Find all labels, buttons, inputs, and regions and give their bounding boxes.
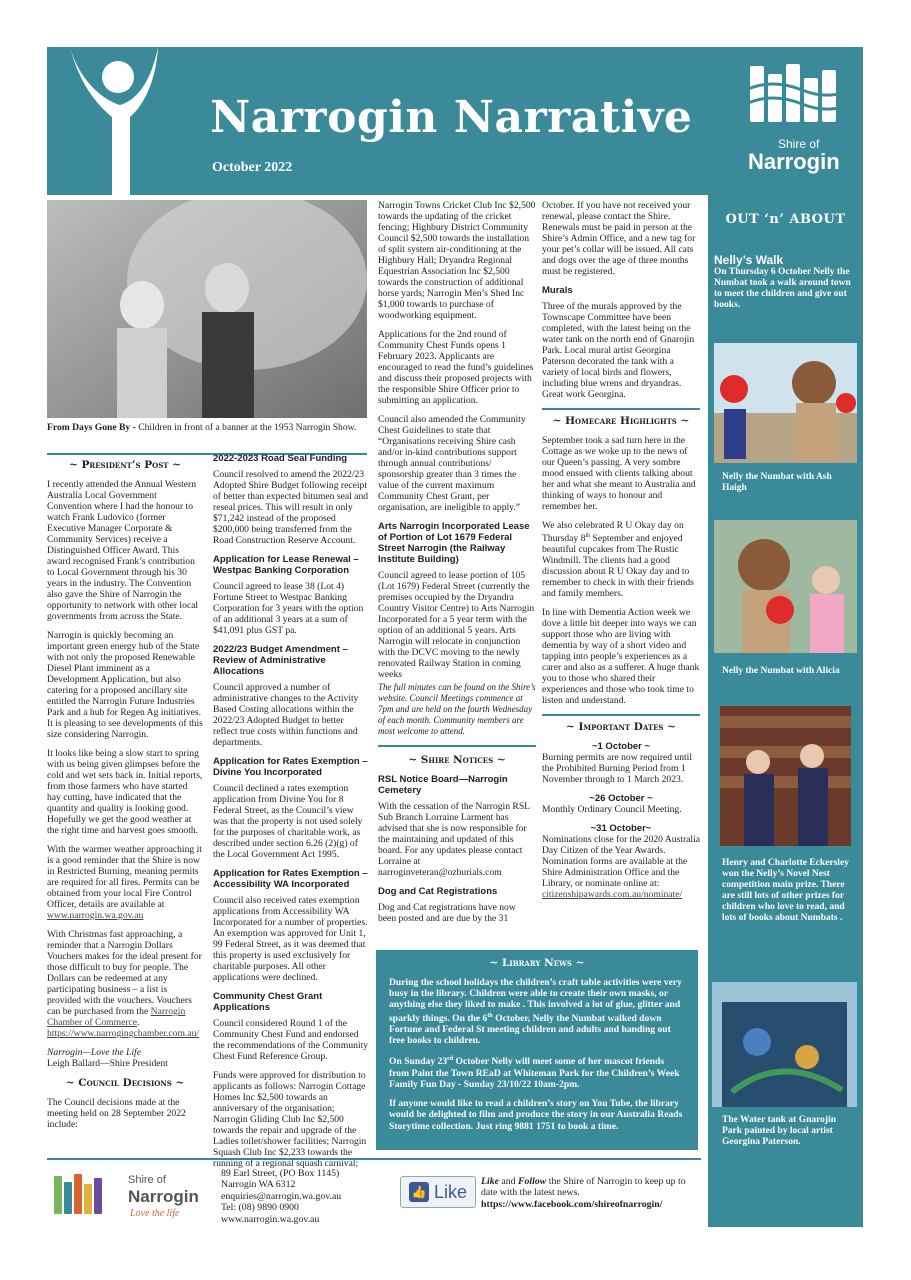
signoff-motto: Narrogin—Love the Life (47, 1047, 141, 1058)
thumbs-up-icon: 👍 (409, 1182, 429, 1202)
paragraph: Council agreed to lease portion of 105 (Lot 1679) Federal Street (currently the premises occupied by the Dryandra Country Visitor Centre) to Arts Narrogin Incorporated for a 5 year term with the option of an additional 5 years. Arts Narrogin will relocate in conjunction with the DCVC moving to the newly renovated Railway Station in coming weeks (378, 570, 535, 680)
caption-lead: From Days Gone By - (47, 422, 136, 433)
column-community-chest (378, 200, 536, 932)
council-decisions-heading: ~ Council Decisions ~ (65, 1077, 185, 1089)
paragraph: Three of the murals approved by the Townscape Committee have been completed, with the latest being on the water tank on the north end of Gnarojin Park. Local mural artist Georgina Paterson decorated the tank with a variety of local birds and flowers, including blue wrens and dryandras. Great work Georgina. (542, 301, 695, 400)
facebook-link[interactable]: https://www.facebook.com/shireofnarrogin/ (481, 1198, 663, 1210)
paragraph: With the cessation of the Narrogin RSL Sub Branch Lorraine Larment has advised that she is now responsible for the maintaining and updated of this board. For any updates please contact Lorraine at narroginveteran@ozburials.com (378, 801, 530, 878)
date-text: Burning permits are now required until the Prohibited Burning Period from 1 November through to 1 March 2023. (542, 752, 693, 786)
paragraph: With Christmas fast approaching, a reminder that a Narrogin Dollars Vouchers makes for the ideal present for those difficult to buy for people. The Dollars can be redeemed at any participating business – a list is provided with the vouchers. Vouchers can be purchased from the Narrogin Chamber of Commerce. https://www.narrogingchamber.com.au/ (47, 929, 202, 1039)
paragraph (47, 844, 203, 921)
divider (542, 408, 700, 410)
footer-address (221, 1168, 341, 1225)
paragraph: Applications for the 2nd round of Community Chest Funds opens 1 February 2023. Applicants are encouraged to read the fund’s guidelines and discuss their proposed projects with the responsible Shire Officer prior to submitting an application. (378, 329, 534, 406)
newsletter-title: Narrogin Narrative (210, 92, 693, 143)
paragraph-text: On Sunday 23 (389, 1056, 448, 1068)
sidebar-title: OUT ‘n’ ABOUT (725, 212, 846, 227)
facebook-like-button[interactable] (400, 1176, 476, 1208)
column-council-decisions (213, 453, 369, 1177)
paragraph: Narrogin is quickly becoming an important green energy hub of the State with not only the proposed Renewable Diesel Plant imminent as a Development Application, but also catering for a proposed ancillary site entitled the Narrogin Future Industries Park and a hub for Regen Ag initiatives. It is pleasing to see developments of this size considering Narrogin. (47, 630, 203, 740)
superscript: th (585, 533, 591, 539)
logo-shire-name: Narrogin (748, 149, 840, 174)
citizenship-awards-link[interactable]: citizenshipawards.com.au/nominate/ (542, 889, 683, 901)
photo-caption: Henry and Charlotte Eckersley won the Nelly’s Novel Nest competition main prize. There are still lots of other prizes for children who love to read, and lots of books about Numbats . (722, 858, 849, 923)
figure-logo-icon (60, 47, 160, 195)
subheading: RSL Notice Board—Narrogin Cemetery (378, 774, 508, 796)
paragraph: September took a sad turn here in the Cottage as we woke up to the news of our Queen’s passing. A very sombre mood ensued with clients talking about her and what she meant to Australia and thinking of ways to honour and remember her. (542, 435, 696, 512)
photo-nelly-alicia (714, 520, 857, 653)
social-text: the Shire of Narrogin to keep up to date with the latest news. (481, 1176, 686, 1199)
chamber-url-link[interactable]: https://www.narrogingchamber.com.au/ (47, 1028, 200, 1039)
subheading: Community Chest Grant Applications (213, 991, 323, 1013)
paragraph-text: Nominations close for the 2020 Australia Day Citizen of the Year Awards. Nomination forms are available at the Shire Administration Office and the Library, or nominate online at: (542, 834, 701, 890)
like-label: Like (433, 1181, 468, 1202)
paragraph: Dog and Cat registrations have now been posted and are due by the 31 (378, 902, 516, 924)
date-heading: ~26 October ~ (589, 793, 653, 805)
paragraph-text: With the warmer weather approaching it is a good reminder that the Shire is now in Restricted Burning, meaning permits are required for all fires. Permits can be obtained from your local Fire Control Officer, details are available at (47, 844, 202, 910)
paragraph: The Council decisions made at the meeting held on 28 September 2022 include: (47, 1097, 186, 1130)
paragraph-text: With Christmas fast approaching, a reminder that a Narrogin Dollars Vouchers makes for the ideal present for those difficult to buy for people. The Dollars can be redeemed at any participating business – a list is provided with the vouchers. Vouchers can be purchased from the (47, 929, 202, 1017)
paragraph: If anyone would like to read a children’s story on You Tube, the library would be delighted to film and produce the story in our Australia Reads Storytime collection. Just ring 9881 1751 to book a time. (389, 1098, 683, 1132)
paragraph: Council also amended the Community Chest Guidelines to state that “Organisations receiving Shire cash and/or in-kind contributions support through annual contributions/ sponsorship greater than 3 times the value of the current maximum Community Chest Grant, per organisation, are ineligible to apply.” (378, 414, 526, 513)
paragraph: Council agreed to lease 38 (Lot 4) Fortune Street to Westpac Banking Corporation for 3 years with the option of an additional 3 years at a sum of $41,091 plus GST pa. (213, 581, 364, 636)
logo-shire-of: Shire of (778, 137, 820, 151)
social-and: and (498, 1176, 518, 1187)
subheading: 2022/23 Budget Amendment – Review of Administrative Allocations (213, 644, 348, 677)
paragraph (389, 1054, 685, 1090)
subheading: Application for Rates Exemption – Divine You Incorporated (213, 756, 368, 778)
nelly-walk-text: On Thursday 6 October Nelly the Numbat took a walk around town to meet the children and give out books. (714, 267, 851, 310)
footer-logo-name: Narrogin (128, 1187, 199, 1206)
superscript: rd (447, 1056, 454, 1063)
website-link[interactable]: www.narrogin.wa.gov.au (221, 1213, 320, 1225)
paragraph-text: During the school holidays the children’s craft table activities were very busy in the library. Children were able to create their own masks, or anything else they liked to make . This involved a lot of glue, glitter and sparkly things. On the 6 (389, 977, 682, 1024)
footer-logo-shire-of: Shire of (128, 1174, 166, 1186)
paragraph: Council considered Round 1 of the Community Chest Fund and endorsed the recommendations of the Community Chest Fund Reference Group. (213, 1018, 369, 1062)
date-heading: ~31 October~ (590, 823, 652, 835)
photo-caption: The Water tank at Gnarojin Park painted by local artist Georgina Paterson. (722, 1115, 837, 1147)
address-line: 89 Earl Street, (PO Box 1145) (221, 1168, 340, 1179)
date-heading: ~1 October ~ (591, 741, 651, 753)
important-dates-heading: ~ Important Dates ~ (566, 721, 676, 734)
nelly-walk-title: Nelly’s Walk (714, 253, 784, 267)
social-like: Like (481, 1176, 499, 1187)
paragraph-text: October Nelly will meet some of her mascot friends from Paint the Town REaD at Whiteman Park for the Children’s Week Family Fun Day - Sunday 23/10/22 10am-2pm. (389, 1056, 680, 1090)
paragraph: It looks like being a slow start to spring with us being given glimpses before the cold and wet sets back in. Initial reports, from those farmers who have started hay cutting, have indicated that the quantity and quality is looking good. Hopefully we get the good weather at the right time and harvest goes smooth. (47, 748, 203, 836)
shire-notices-heading: ~ Shire Notices ~ (408, 754, 506, 766)
paragraph: Council also received rates exemption applications from Accessibility WA Incorporated for a number of properties. An exemption was approved for Unit 1, 99 Federal Street, as it was deemed that this property is used exclusively for charitable purposes. All other applications were declined. (213, 895, 368, 983)
divider (542, 714, 700, 716)
column-homecare (542, 200, 700, 908)
subheading: Dog and Cat Registrations (378, 886, 498, 897)
subheading: Application for Rates Exemption – Accessibility WA Incorporated (213, 868, 368, 890)
paragraph: Council resolved to amend the 2022/23 Adopted Shire Budget following receipt of better than expected bitumen seal and reseal prices. This will result in only $71,242 instead of the proposed $200,000 being transferred from the Road Construction Reserve Account. (213, 469, 369, 546)
phone: Tel: (08) 9890 0900 (221, 1202, 299, 1214)
address-line: Narrogin WA 6312 (221, 1179, 296, 1191)
paragraph: Narrogin Towns Cricket Club Inc $2,500 towards the updating of the cricket fencing; Highbury District Community Council $2,500 towards the installation of split system air-conditioning at the Highbury Hall; Dryandra Regional Equestrian Association Inc $2,500 towards the construction of additional horse yards; Narrogin Men’s Shed Inc $1,000 towards to purchase of woodworking equipment. (378, 200, 536, 321)
date-text: Monthly Ordinary Council Meeting. (542, 804, 682, 816)
superscript: th (487, 1012, 493, 1019)
photo-water-tank (712, 982, 857, 1107)
email-link[interactable]: enquiries@narrogin.wa.gov.au (221, 1190, 342, 1202)
footer-social (481, 1176, 701, 1210)
paragraph: In line with Dementia Action week we dove a little bit deeper into ways we can support those who are living with dementia by way of a short video and tapping into people’s experiences as a carer and also as a sufferer. A huge thank you to those who shared their experiences and those who took time to listen and understand. (542, 607, 700, 707)
issue-date: October 2022 (212, 160, 293, 175)
paragraph: Council approved a number of administrative changes to the Activity Based Costing allocations within the 2022/23 Adopted Budget to better reflect true costs within functions and departments. (213, 682, 359, 748)
paragraph-text: October, Nelly the Numbat walked down Fortune and Federal St meeting children and adults and handing out free books to children. (389, 1012, 671, 1047)
paragraph: Council declined a rates exemption application from Divine You for 8 Federal Street, as the Council’s view was that the property is not used solely for the purposes of charitable work, as described under section 6.26 (2)(g) of the Local Government Act 1995. (213, 783, 363, 860)
footer-logo-tagline: Love the life (130, 1208, 180, 1219)
photo-nelly-ash (714, 343, 857, 463)
subheading: Arts Narrogin Incorporated Lease of Portion of Lot 1679 Federal Street Narrogin (the Railway Institute Building) (378, 521, 530, 565)
subheading: Application for Lease Renewal – Westpac Banking Corporation (213, 554, 359, 576)
footer-divider (47, 1158, 701, 1160)
column-presidents-post (47, 460, 203, 1138)
minutes-note: The full minutes can be found on the Shire’s website. Council Meetings commence at 7pm and are held on the fourth Wednesday of each month. Community members are most welcome to attend. (378, 682, 536, 736)
subheading: 2022-2023 Road Seal Funding (213, 453, 348, 464)
date-text (542, 834, 700, 900)
website-link[interactable]: www.narrogin.wa.gov.au (47, 910, 144, 921)
photo-caption: Nelly the Numbat with Alicia (722, 666, 840, 676)
presidents-post-heading: ~ President’s Post ~ (69, 459, 181, 471)
photo-henry-charlotte (720, 706, 851, 846)
paragraph (542, 520, 700, 599)
paragraph (389, 977, 685, 1046)
paragraph: I recently attended the Annual Western Australia Local Government Convention where I had the honour to watch Frank Ludovico (former Executive Manager Corporate & Community Services) receive a Distinguished Officer Award. This award recognised Frank’s contribution to Local Government through his 30 years in the industry. The Convention also gave the Shire of Narrogin the opportunity to network with other local governments from across the State. (47, 479, 199, 622)
caption-text: Children in front of a banner at the 1953 Narrogin Show. (135, 422, 357, 433)
subheading: Murals (542, 285, 573, 296)
historic-photo (47, 200, 367, 418)
paragraph: October. If you have not received your renewal, please contact the Shire. Renewals must be paid in person at the Shire’s Admin Office, and a new tag for your pet’s collar will be issued. All cats and dogs over the age of three months must be registered. (542, 200, 696, 277)
paragraph-text: September and enjoyed beautiful cupcakes from The Rustic Windmill. The clients had a good discussion about R U Okay day and to remember to check in with their friends and family members. (542, 533, 694, 600)
homecare-heading: ~ Homecare Highlights ~ (552, 415, 690, 427)
photo-caption (47, 422, 367, 433)
photo-caption: Nelly the Numbat with Ash Haigh (722, 472, 832, 493)
social-follow: Follow (518, 1176, 547, 1187)
paragraph-text: We also celebrated R U Okay day on Thursday 8 (542, 520, 684, 545)
library-news-heading: ~ Library News ~ (489, 957, 585, 969)
paragraph: Funds were approved for distribution to applicants as follows: Narrogin Cottage Homes Inc $2,500 towards an anniversary of the organisation; Narrogin Gliding Club Inc $2,500 towards the repair and upgrade of the Ladies toilet/shower facilities; Narrogin Squash Club Inc $2,233 towards the running of a regional squash carnival; (213, 1070, 367, 1169)
divider (378, 745, 536, 747)
chamber-link[interactable]: Narrogin Chamber of Commerce (47, 1006, 186, 1028)
library-news-box (376, 950, 698, 1150)
signoff-name: Leigh Ballard—Shire President (47, 1058, 168, 1069)
